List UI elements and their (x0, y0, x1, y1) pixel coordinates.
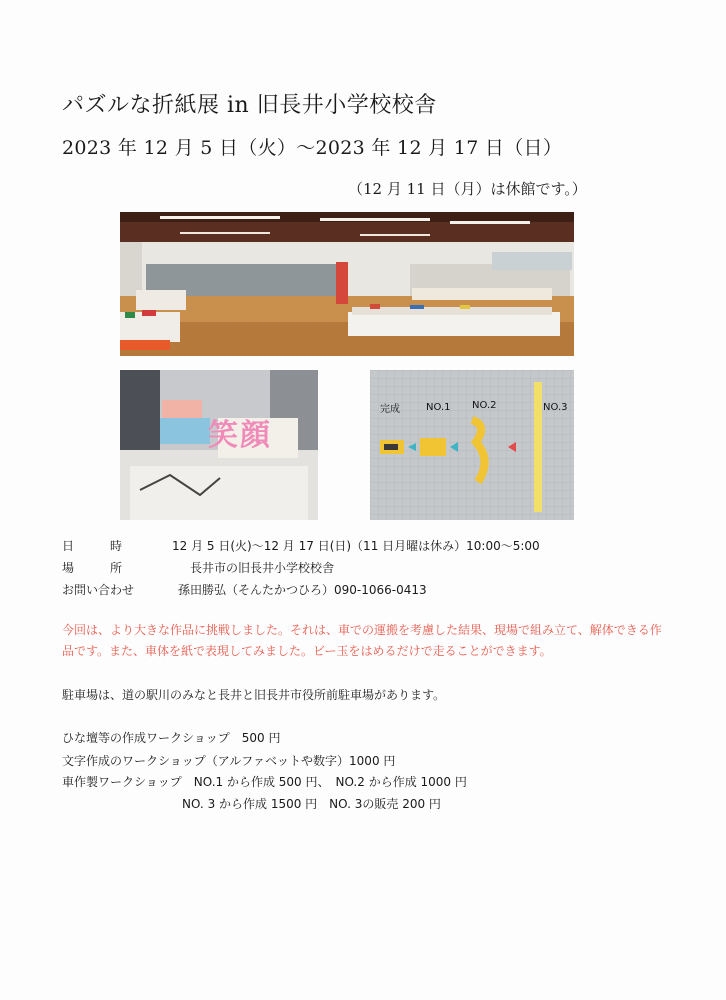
paper-cars-photo (370, 370, 574, 520)
smile-sign-photo (120, 370, 318, 520)
label-no2: NO.2 (472, 400, 497, 411)
sign-text: 笑顔 (208, 418, 272, 453)
page-title: パズルな折紙展 in 旧長井小学校校舎 (62, 93, 437, 118)
workshop-line-3: 車作製ワークショップ NO.1 から作成 500 円、 NO.2 から作成 1000 円 (62, 775, 467, 789)
workshop-line-2: 文字作成のワークショップ（アルファベットや数字）1000 円 (62, 754, 396, 768)
workshop-line-1: ひな壇等の作成ワークショップ 500 円 (62, 731, 281, 745)
label-no1: NO.1 (426, 402, 451, 413)
label-complete: 完成 (380, 404, 400, 415)
exhibition-hall-photo (120, 212, 574, 356)
contact-value: 孫田勝弘（そんたかつひろ）090-1066-0413 (178, 583, 427, 597)
place-value: 長井市の旧長井小学校校舎 (190, 561, 335, 575)
datetime-label: 日 時 (62, 539, 123, 553)
workshop-line-4: NO. 3 から作成 1500 円 NO. 3の販売 200 円 (182, 797, 441, 811)
event-dates: 2023 年 12 月 5 日（火）～2023 年 12 月 17 日（日） (62, 137, 563, 159)
parking-text: 駐車場は、道の駅川のみなと長井と旧長井市役所前駐車場があります。 (62, 688, 446, 702)
notice-text: 今回は、より大きな作品に挑戦しました。それは、車での運搬を考慮した結果、現場で組み立て、解体できる作品です。また、車体を紙で表現してみました。ビー玉をはめるだけで走ることができます。 (62, 623, 662, 658)
label-no3: NO.3 (543, 402, 568, 413)
place-label: 場 所 (62, 561, 123, 575)
contact-label: お問い合わせ (62, 583, 135, 597)
closed-note: （12 月 11 日（月）は休館です。） (348, 180, 587, 198)
datetime-value: 12 月 5 日(火)～12 月 17 日(日)（11 日月曜は休み）10:00～5:00 (172, 539, 540, 553)
